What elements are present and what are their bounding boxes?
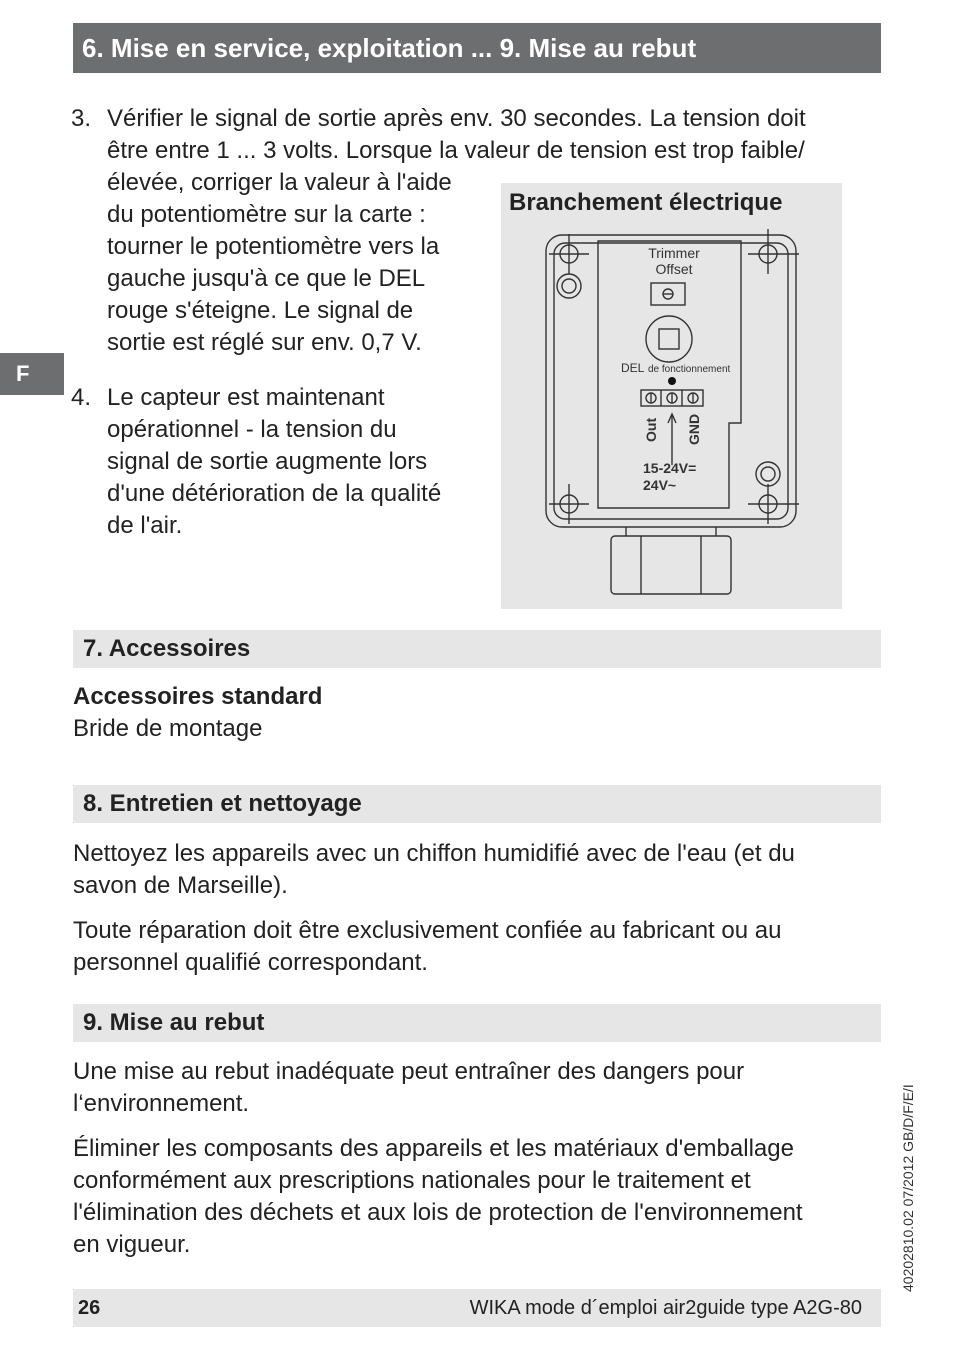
paragraph-line: savon de Marseille). — [73, 872, 288, 899]
terminal-out-label: Out — [643, 417, 659, 442]
page-footer — [73, 1289, 881, 1327]
wiring-figure — [501, 183, 842, 609]
page-number: 26 — [78, 1297, 101, 1319]
step-3-line: Vérifier le signal de sortie après env. 30 secondes. La tension doit — [107, 105, 806, 132]
section-heading-maintenance: 8. Entretien et nettoyage — [73, 785, 881, 823]
supply-dc-label: 15-24V= — [643, 460, 697, 476]
maintenance-paragraph-2 — [73, 915, 781, 979]
step-3-line: gauche jusqu'à ce que le DEL — [107, 265, 426, 292]
step-4-line: Le capteur est maintenant — [107, 384, 385, 411]
step-3-line: rouge s'éteigne. Le signal de — [107, 297, 414, 324]
paragraph-line: l'élimination des déchets et aux lois de protection de l'environnement — [73, 1199, 803, 1226]
paragraph-line: conformément aux prescriptions nationales pour le traitement et — [73, 1167, 751, 1194]
trimmer-label: Trimmer — [648, 245, 700, 261]
step-3-line: être entre 1 ... 3 volts. Lorsque la valeur de tension est trop faible/ — [107, 137, 805, 164]
accessories-text: Bride de montage — [73, 715, 263, 742]
step-3-number: 3. — [71, 105, 92, 132]
document-reference: WIKA mode d´emploi air2guide type A2G-80 — [469, 1297, 862, 1319]
step-3-line: sortie est réglé sur env. 0,7 V. — [107, 329, 422, 356]
paragraph-line: l‘environnement. — [73, 1090, 250, 1117]
step-3-line: tourner le potentiomètre vers la — [107, 233, 440, 260]
offset-label: Offset — [655, 261, 693, 277]
wiring-diagram — [501, 183, 842, 609]
paragraph-line: Une mise au rebut inadéquate peut entraîner des dangers pour — [73, 1058, 745, 1085]
step-3-line: élevée, corriger la valeur à l'aide — [107, 169, 452, 196]
step-4-line: opérationnel - la tension du — [107, 416, 397, 443]
disposal-paragraph-1 — [73, 1056, 744, 1120]
led-label: DEL — [621, 361, 645, 375]
paragraph-line: personnel qualifié correspondant. — [73, 949, 428, 976]
paragraph-line: en vigueur. — [73, 1231, 191, 1258]
terminal-gnd-label: GND — [686, 413, 702, 445]
language-tab: F — [0, 353, 64, 395]
led-label-small: de fonctionnement — [648, 364, 731, 375]
paragraph-line: Nettoyez les appareils avec un chiffon humidifié avec de l'eau (et du — [73, 840, 795, 867]
page-title: 6. Mise en service, exploitation ... 9. Mise au rebut — [73, 23, 881, 73]
step-4-number: 4. — [71, 384, 92, 411]
document-code: 40202810.02 07/2012 GB/D/F/E/I — [900, 1084, 916, 1292]
supply-ac-label: 24V~ — [643, 477, 677, 493]
step-4-line: d'une détérioration de la qualité — [107, 480, 442, 507]
accessories-subheading: Accessoires standard — [73, 683, 323, 710]
step-3-line: du potentiomètre sur la carte : — [107, 201, 426, 228]
section-heading-accessories: 7. Accessoires — [73, 630, 881, 668]
figure-title: Branchement électrique — [509, 189, 783, 216]
paragraph-line: Toute réparation doit être exclusivement confiée au fabricant ou au — [73, 917, 782, 944]
step-4-text — [107, 382, 441, 542]
maintenance-paragraph-1 — [73, 838, 795, 902]
led-dot — [668, 377, 676, 385]
disposal-paragraph-2 — [73, 1133, 803, 1261]
paragraph-line: Éliminer les composants des appareils et les matériaux d'emballage — [73, 1135, 794, 1162]
section-heading-disposal: 9. Mise au rebut — [73, 1004, 881, 1042]
step-4-line: de l'air. — [107, 512, 183, 539]
step-4-line: signal de sortie augmente lors — [107, 448, 428, 475]
